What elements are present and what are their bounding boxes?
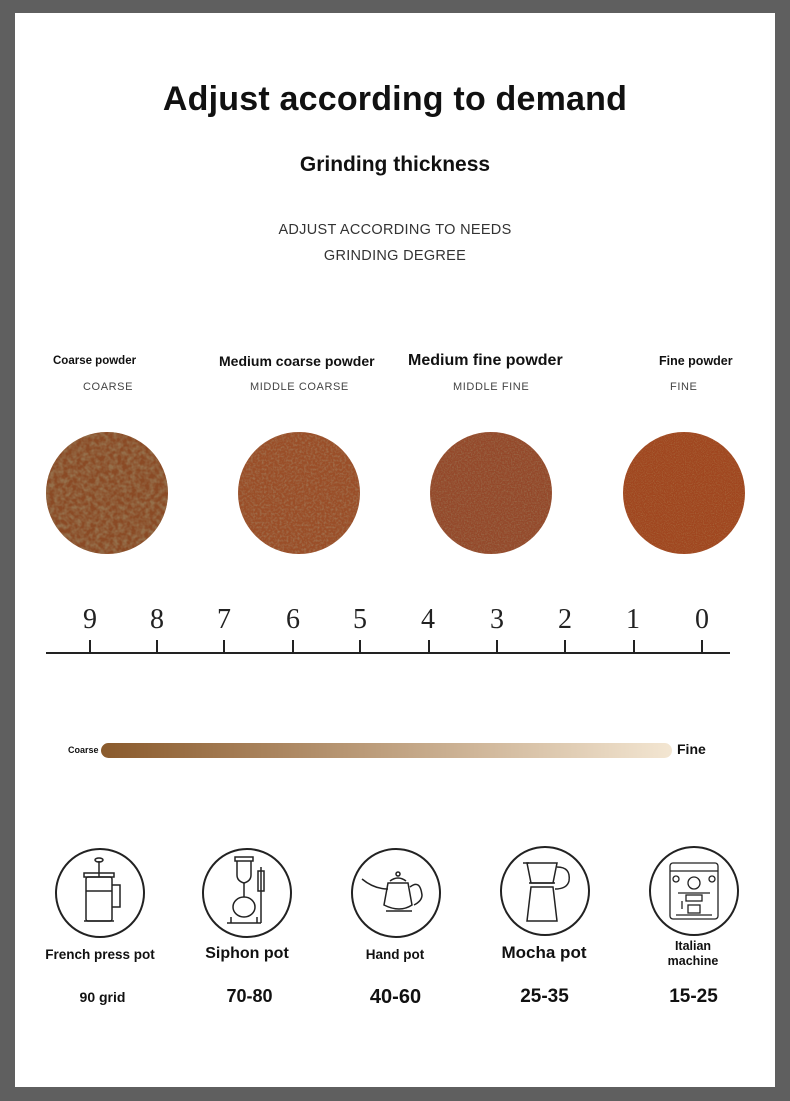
- scale-number-6: 6: [286, 604, 300, 635]
- scale-baseline: [46, 652, 730, 654]
- method-value-french-press: 90 grid: [79, 989, 126, 1005]
- scale-number-8: 8: [150, 604, 164, 635]
- coarse-grounds-image: [46, 432, 168, 554]
- fine-grounds-image: [623, 432, 745, 554]
- gradient-label-fine: Fine: [677, 741, 706, 757]
- method-label-french-press: French press pot: [45, 947, 155, 962]
- scale-tick-9: [89, 640, 91, 654]
- method-label-hand-pot: Hand pot: [365, 947, 425, 962]
- hand-pot-icon: [350, 847, 442, 939]
- espresso-machine-icon: [648, 845, 740, 937]
- coarse-to-fine-gradient-bar: [101, 743, 672, 758]
- tagline-line-1: ADJUST ACCORDING TO NEEDS: [278, 222, 512, 238]
- page-title: Adjust according to demand: [162, 80, 628, 118]
- scale-number-5: 5: [353, 604, 367, 635]
- tagline-line-2: GRINDING DEGREE: [323, 248, 467, 264]
- scale-tick-2: [564, 640, 566, 654]
- grind-name-coarse: Coarse powder: [53, 355, 137, 367]
- medium-fine-grounds-image: [430, 432, 552, 554]
- grind-code-medium-fine: MIDDLE FINE: [453, 381, 530, 393]
- scale-tick-0: [701, 640, 703, 654]
- scale-tick-3: [496, 640, 498, 654]
- scale-number-7: 7: [217, 604, 231, 635]
- method-label-mocha: Mocha pot: [501, 943, 587, 962]
- mocha-pot-icon: [499, 845, 591, 937]
- grind-samples: [0, 420, 790, 570]
- grind-code-medium-coarse: MIDDLE COARSE: [250, 381, 349, 393]
- grind-name-fine: Fine powder: [659, 354, 733, 368]
- scale-tick-4: [428, 640, 430, 654]
- grind-code-coarse: COARSE: [83, 381, 134, 393]
- grind-name-medium-fine: Medium fine powder: [408, 352, 563, 369]
- page-subtitle: Grinding thickness: [299, 153, 491, 176]
- scale-tick-8: [156, 640, 158, 654]
- scale-tick-7: [223, 640, 225, 654]
- scale-tick-5: [359, 640, 361, 654]
- medium-coarse-grounds-image: [238, 432, 360, 554]
- scale-tick-6: [292, 640, 294, 654]
- method-label-siphon: Siphon pot: [205, 945, 289, 962]
- method-value-mocha: 25-35: [520, 986, 569, 1007]
- scale-number-0: 0: [695, 604, 709, 635]
- method-value-hand-pot: 40-60: [369, 986, 422, 1008]
- scale-number-3: 3: [490, 604, 504, 635]
- method-label-machine: machine: [667, 954, 719, 968]
- scale-number-2: 2: [558, 604, 572, 635]
- gradient-label-coarse: Coarse: [68, 745, 99, 755]
- method-label-italian: Italian: [674, 939, 712, 953]
- french-press-icon: [54, 847, 146, 939]
- method-value-italian-machine: 15-25: [669, 986, 718, 1007]
- siphon-pot-icon: [201, 847, 293, 939]
- method-value-siphon: 70-80: [226, 986, 273, 1006]
- grind-name-medium-coarse: Medium coarse powder: [219, 353, 375, 369]
- scale-tick-1: [633, 640, 635, 654]
- scale-number-4: 4: [421, 604, 435, 635]
- scale-number-1: 1: [626, 604, 640, 635]
- scale-number-9: 9: [83, 604, 97, 635]
- grind-code-fine: FINE: [670, 381, 698, 393]
